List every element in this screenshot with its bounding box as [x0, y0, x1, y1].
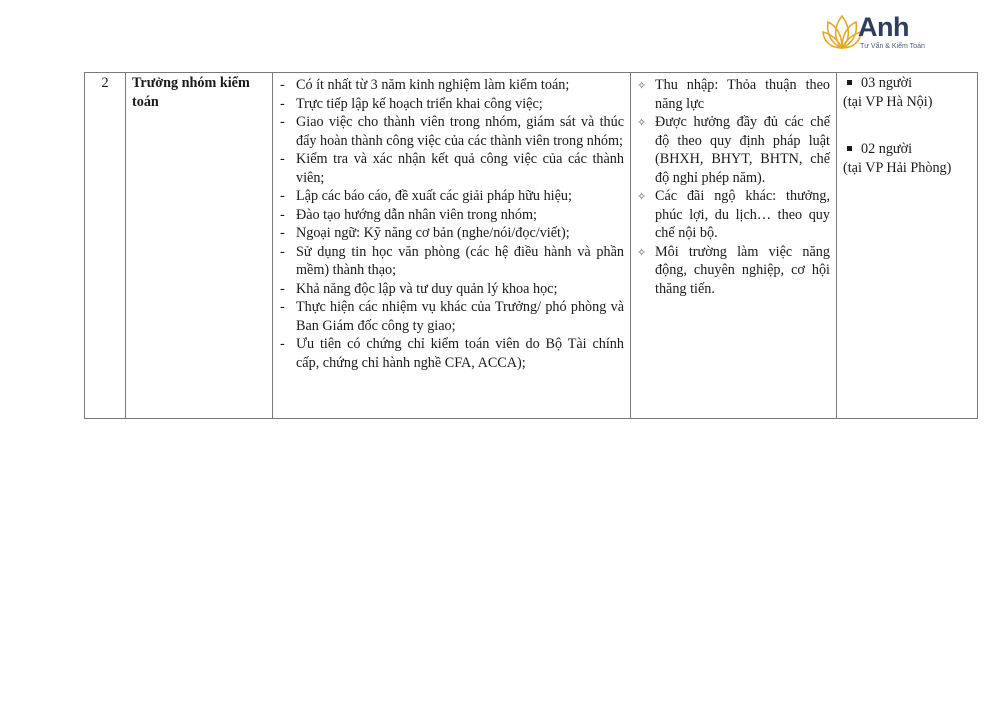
list-item: - Ưu tiên có chứng chỉ kiểm toán viên do Bộ Tài chính cấp, chứng chỉ hành nghề CFA, ACCA); — [279, 335, 624, 372]
list-item: - Thực hiện các nhiệm vụ khác của Trưởng/ phó phòng và Ban Giám đốc công ty giao; — [279, 298, 624, 335]
square-bullet-icon — [847, 146, 852, 151]
list-item: - Lập các báo cáo, đề xuất các giải pháp hữu hiệu; — [279, 187, 624, 206]
position-title: Trưởng nhóm kiểm toán — [126, 73, 273, 419]
requirements-cell — [273, 73, 631, 419]
list-item — [637, 76, 830, 113]
company-logo — [822, 10, 932, 56]
table-row — [85, 73, 978, 419]
list-item: - Có ít nhất từ 3 năm kinh nghiệm làm kiểm toán; — [279, 76, 624, 95]
quantity-location: (tại VP Hải Phòng) — [843, 159, 952, 176]
logo-wordmark: Anh — [858, 12, 909, 42]
quantity-cell — [837, 73, 978, 419]
diamond-bullet-icon: ✧ — [637, 80, 647, 92]
list-item — [637, 243, 830, 299]
list-item — [637, 113, 830, 187]
benefits-cell — [631, 73, 837, 419]
square-bullet-icon — [847, 80, 852, 85]
lotus-icon — [822, 10, 862, 54]
diamond-bullet-icon: ✧ — [637, 191, 647, 203]
list-item: - Khả năng độc lập và tư duy quản lý khoa học; — [279, 280, 624, 299]
quantity-location: (tại VP Hà Nội) — [843, 93, 933, 110]
quantity-hanoi — [843, 74, 971, 111]
benefit-text: Môi trường làm việc năng động, chuyên nghiệp, cơ hội thăng tiến. — [655, 243, 830, 297]
diamond-bullet-icon: ✧ — [637, 117, 647, 129]
benefit-text: Thu nhập: Thỏa thuận theo năng lực — [655, 77, 830, 112]
list-item: - Ngoại ngữ: Kỹ năng cơ bản (nghe/nói/đọc/viết); — [279, 224, 624, 243]
quantity-count: 02 người — [861, 141, 913, 157]
logo-tagline: Tư Vấn & Kiểm Toán — [860, 43, 925, 50]
benefit-text: Các đãi ngộ khác: thưởng, phúc lợi, du lịch… theo quy chế nội bộ. — [655, 188, 830, 241]
requirements-list — [279, 76, 624, 372]
row-number: 2 — [85, 73, 126, 419]
list-item: - Giao việc cho thành viên trong nhóm, giám sát và thúc đẩy hoàn thành công việc của các thành viên trong nhóm; — [279, 113, 624, 150]
quantity-haiphong — [843, 140, 971, 177]
list-item: - Đào tạo hướng dẫn nhân viên trong nhóm; — [279, 206, 624, 225]
list-item: - Kiểm tra và xác nhận kết quả công việc của các thành viên; — [279, 150, 624, 187]
recruitment-table — [84, 72, 978, 419]
list-item: - Trực tiếp lập kế hoạch triển khai công việc; — [279, 95, 624, 114]
list-item: - Sử dụng tin học văn phòng (các hệ điều hành và phần mềm) thành thạo; — [279, 243, 624, 280]
benefit-text: Được hưởng đầy đủ các chế độ theo quy định pháp luật (BHXH, BHYT, BHTN, chế độ nghỉ phép năm). — [655, 114, 830, 186]
benefits-list — [637, 76, 830, 298]
diamond-bullet-icon: ✧ — [637, 246, 647, 259]
quantity-count: 03 người — [861, 75, 913, 91]
list-item — [637, 187, 830, 243]
